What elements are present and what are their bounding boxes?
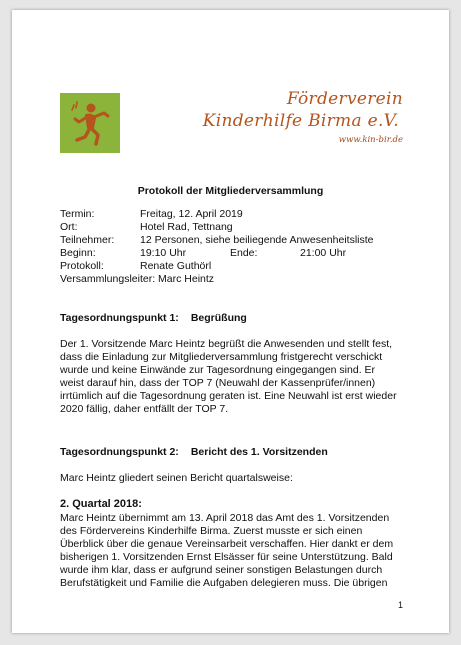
beginn-label: Beginn:: [60, 247, 96, 259]
agenda-item-2-label: Tagesordnungspunkt 2:: [60, 446, 179, 458]
ort-value: Hotel Rad, Tettnang: [140, 221, 233, 233]
versammlungsleiter-line: Versammlungsleiter: Marc Heintz: [60, 273, 215, 285]
ende-value: 21:00 Uhr: [300, 247, 347, 259]
paragraph-line: Überblick über die genaue Vereinsarbeit verschaffen. Hier dankt er dem: [60, 538, 394, 550]
paragraph-line: Marc Heintz übernimmt am 13. April 2018 das Amt des 1. Vorsitzenden: [60, 512, 390, 524]
org-url: www.kin-bir.de: [338, 135, 403, 145]
termin-value: Freitag, 12. April 2019: [140, 208, 243, 220]
paragraph-line: Der 1. Vorsitzende Marc Heintz begrüßt die Anwesenden und stellt fest,: [60, 338, 393, 350]
page-number: 1: [398, 600, 404, 610]
org-name-line2: Kinderhilfe Birma e.V.: [202, 111, 399, 131]
ort-label: Ort:: [60, 221, 78, 233]
paragraph-line: 2020 fällig, daher entfällt der TOP 7.: [60, 403, 229, 415]
document-title: Protokoll der Mitgliederversammlung: [137, 185, 324, 197]
teilnehmer-value: 12 Personen, siehe beiliegende Anwesenheitsliste: [140, 234, 374, 246]
paragraph-line: dass die Einladung zur Mitgliederversammlung fristgerecht verschickt: [60, 351, 383, 363]
logo-image: [60, 93, 120, 153]
agenda-item-2-intro: Marc Heintz gliedert seinen Bericht quartalsweise:: [60, 472, 293, 484]
beginn-value: 19:10 Uhr: [140, 247, 187, 259]
organization-wordmark: [203, 88, 403, 146]
termin-label: Termin:: [60, 208, 95, 220]
paragraph-line: bisherigen 1. Vorsitzenden Ernst Elsässer für seine Unterstützung. Bald: [60, 551, 393, 563]
quarter-subheading: 2. Quartal 2018:: [60, 498, 142, 510]
agenda-item-1-body: [60, 338, 405, 416]
teilnehmer-label: Teilnehmer:: [60, 234, 115, 246]
document-page: [12, 10, 449, 633]
paragraph-line: des Fördervereins Kinderhilfe Birma. Zuerst musste er sich einen: [60, 525, 363, 537]
protokoll-label: Protokoll:: [60, 260, 104, 272]
agenda-item-1-title: Begrüßung: [190, 312, 247, 324]
org-name-line1: Förderverein: [286, 89, 403, 109]
agenda-item-2-body: [60, 512, 405, 590]
paragraph-line: irrtümlich auf die Tagesordnung geraten ist. Eine Neuwahl ist erst wieder: [60, 390, 397, 402]
ende-label: Ende:: [230, 247, 258, 259]
paragraph-line: weist darauf hin, dass der TOP 7 (Neuwahl der Kassenprüfer/innen): [60, 377, 376, 389]
protokoll-value: Renate Guthörl: [140, 260, 212, 272]
agenda-item-1-label: Tagesordnungspunkt 1:: [60, 312, 179, 324]
running-child-icon: [60, 93, 120, 153]
agenda-item-2-title: Bericht des 1. Vorsitzenden: [190, 446, 328, 458]
paragraph-line: wurde und keine Einwände zur Tagesordnung eingegangen sind. Er: [60, 364, 376, 376]
paragraph-line: Berufstätigkeit und Familie die Aufgaben delegieren muss. Die übrigen: [60, 577, 388, 589]
paragraph-line: wurde ihm klar, dass er aufgrund seiner sonstigen Belastungen durch: [60, 564, 383, 576]
agenda-item-2-heading: [60, 446, 405, 459]
agenda-item-1-heading: [60, 312, 405, 325]
